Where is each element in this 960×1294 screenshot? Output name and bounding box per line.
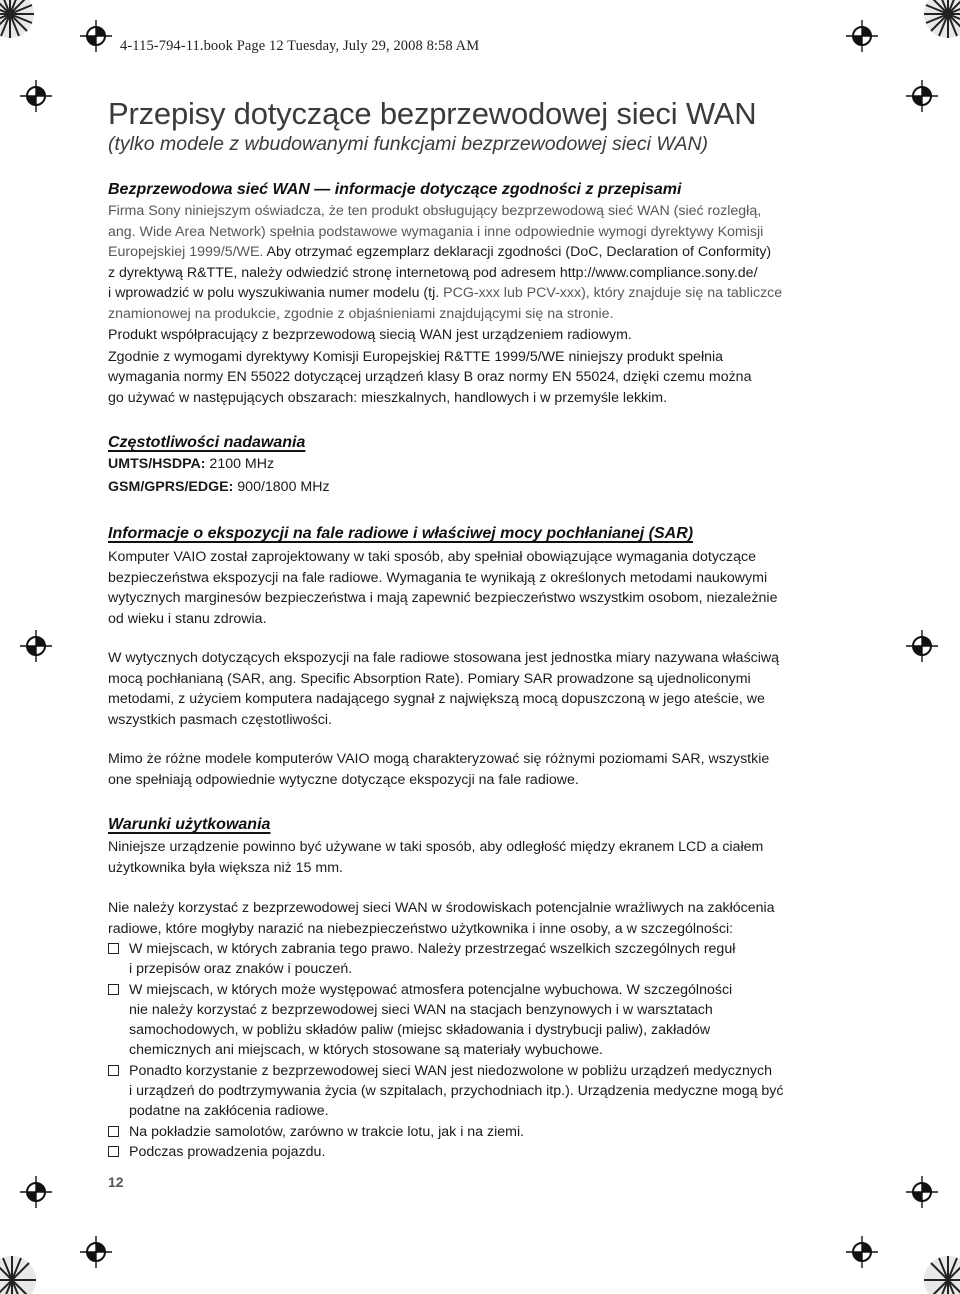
text-line: wymagania normy EN 55022 dotyczącej urządzeń klasy B oraz normy EN 55024, dzięki czemu można (108, 369, 752, 385)
text-span: Aby otrzymać egzemplarz deklaracji zgodności (DoC, Declaration of Conformity) (263, 244, 772, 260)
frequency-label: GSM/GPRS/EDGE: (108, 479, 234, 495)
checkbox-square-icon (108, 943, 119, 954)
text-line: z dyrektywą R&TTE, należy odwiedzić stronę internetową pod adresem http://www.compliance.sony.de/ (108, 264, 758, 281)
usage-heading: Warunki użytkowania (108, 816, 271, 833)
text-line: Ponadto korzystanie z bezprzewodowej sieci WAN jest niedozwolone w pobliżu urządzeń medycznych (129, 1062, 772, 1079)
frequencies-heading: Częstotliwości nadawania (108, 434, 306, 451)
text-line: i urządzeń do podtrzymywania życia (w szpitalach, przychodniach itp.). Urządzenia medyczne mogą być (129, 1083, 784, 1100)
text-line: Komputer VAIO został zaprojektowany w taki sposób, aby spełniał obowiązujące wymagania dotyczące (108, 549, 756, 565)
usage-paragraph (108, 837, 848, 878)
text-line: Mimo że różne modele komputerów VAIO mogą charakteryzować się różnymi poziomami SAR, wszystkie (108, 751, 770, 767)
text-line: wszystkich pasmach częstotliwości. (108, 711, 332, 728)
list-item (108, 939, 848, 980)
text-line: ang. Wide Area Network) spełnia podstawowe wymagania i inne odpowiednie wymogi dyrektywy Komisji (108, 223, 764, 240)
sar-paragraph (108, 749, 848, 790)
frequency-value: 900/1800 MHz (233, 479, 330, 495)
corner-star-mark-bottom-left (0, 1254, 38, 1294)
crosshair-icon (20, 1176, 52, 1208)
text-line: wytycznych marginesów bezpieczeństwa i mają zapewnić bezpieczeństwo wszystkim osobom, niezależnie (108, 590, 778, 606)
text-line: samochodowych, w pobliżu składów paliw (miejsc składowania i dystrybucji paliw), zakładów (129, 1022, 711, 1039)
frequency-row (108, 453, 848, 476)
text-line: Nie należy korzystać z bezprzewodowej sieci WAN w środowiskach potencjalnie wrażliwych na zakłócenia (108, 900, 775, 916)
text-line: Na pokładzie samolotów, zarówno w trakcie lotu, jak i na ziemi. (129, 1123, 525, 1140)
text-line: i przepisów oraz znaków i pouczeń. (129, 961, 353, 978)
text-line: W miejscach, w których może występować atmosfera potencjalne wybuchowa. W szczególności (129, 981, 733, 998)
text-line: Firma Sony niniejszym oświadcza, że ten produkt obsługujący bezprzewodową sieć WAN (sieć rozległą, (108, 203, 762, 219)
compliance-paragraph: Produkt współpracujący z bezprzewodową siecią WAN jest urządzeniem radiowym. (108, 327, 632, 343)
list-item (108, 1142, 848, 1162)
text-line: one spełniają odpowiednie wytyczne dotyczące ekspozycji na fale radiowe. (108, 771, 579, 788)
text-line: W miejscach, w których zabrania tego prawo. Należy przestrzegać wszelkich szczególnych reguł (129, 941, 736, 957)
frequency-value: 2100 MHz (205, 456, 275, 472)
text-line: od wieku i stanu zdrowia. (108, 610, 267, 627)
text-line: mocą pochłanianą (SAR, ang. Specific Absorption Rate). Pomiary SAR prowadzone są ujednoliconymi (108, 670, 751, 687)
compliance-paragraph (108, 347, 848, 409)
book-header: 4-115-794-11.book Page 12 Tuesday, July 29, 2008 8:58 AM (120, 38, 480, 54)
list-item (108, 1061, 848, 1122)
list-item (108, 1122, 848, 1142)
page-subtitle: (tylko modele z wbudowanymi funkcjami bezprzewodowej sieci WAN) (108, 133, 709, 155)
crosshair-icon (846, 1236, 878, 1268)
sar-paragraph (108, 648, 848, 730)
crosshair-icon (20, 80, 52, 112)
text-line (108, 242, 848, 263)
compliance-section (108, 180, 848, 408)
text-span: Europejskiej 1999/5/WE. (108, 244, 264, 260)
text-line: Podczas prowadzenia pojazdu. (129, 1143, 326, 1160)
frequency-row (108, 476, 848, 499)
page-title: Przepisy dotyczące bezprzewodowej sieci WAN (108, 96, 757, 131)
text-line: Niniejsze urządzenie powinno być używane w taki sposób, aby odległość między ekranem LCD a ciałem (108, 839, 764, 855)
crosshair-icon (846, 20, 878, 52)
crosshair-icon (906, 630, 938, 662)
frequency-label: UMTS/HSDPA: (108, 456, 206, 472)
text-line: nie należy korzystać z bezprzewodowej sieci WAN na stacjach benzynowych i w warsztatach (129, 1001, 713, 1018)
corner-star-mark-top-right (922, 0, 960, 45)
text-span: i wprowadzić w polu wyszukiwania numer modelu (tj. (108, 285, 440, 301)
crosshair-icon (906, 80, 938, 112)
list-item (108, 980, 848, 1061)
sar-heading: Informacje o ekspozycji na fale radiowe i właściwej mocy pochłanianej (SAR) (108, 525, 694, 542)
compliance-paragraph (108, 201, 848, 324)
text-span: PCG-xxx lub PCV-xxx), który znajduje się na tabliczce (439, 285, 783, 301)
text-line: radiowe, które mogłyby narazić na niebezpieczeństwo użytkownika i inne osoby, a w szczególności: (108, 920, 734, 937)
text-line: chemicznych ani miejscach, w których stosowane są materiały wybuchowe. (129, 1042, 603, 1059)
usage-section (108, 815, 848, 1162)
text-line: Zgodnie z wymogami dyrektywy Komisji Europejskiej R&TTE 1999/5/WE niniejszy produkt spełnia (108, 348, 724, 365)
text-line: bezpieczeństwa ekspozycji na fale radiowe. Wymagania te wynikają z określonych metodami naukowymi (108, 569, 768, 586)
checkbox-square-icon (108, 1146, 119, 1157)
text-line: go używać w następujących obszarach: mieszkalnych, handlowych i w przemyśle lekkim. (108, 389, 668, 406)
corner-star-mark-top-left (0, 0, 36, 45)
page-content (108, 96, 848, 1162)
usage-paragraph (108, 898, 848, 939)
sar-paragraph (108, 547, 848, 629)
crosshair-icon (20, 630, 52, 662)
crosshair-icon (80, 20, 112, 52)
crosshair-icon (80, 1236, 112, 1268)
text-line: podatne na zakłócenia radiowe. (129, 1103, 329, 1120)
page-number: 12 (108, 1174, 124, 1190)
corner-star-mark-bottom-right (922, 1254, 960, 1294)
text-line: znamionowej na produkcie, zgodnie z objaśnieniami znajdującymi się na stronie. (108, 305, 614, 322)
text-line: W wytycznych dotyczących ekspozycji na fale radiowe stosowana jest jednostka miary nazywana właściwą (108, 650, 780, 666)
usage-bullet-list (108, 939, 848, 1162)
checkbox-square-icon (108, 984, 119, 995)
checkbox-square-icon (108, 1126, 119, 1137)
text-line: użytkownika była większa niż 15 mm. (108, 859, 343, 876)
checkbox-square-icon (108, 1065, 119, 1076)
sar-section (108, 524, 848, 790)
text-line: metodami, z użyciem komputera nadającego sygnał z największą mocą dopuszczoną w jego ateście, we (108, 691, 765, 707)
text-line (108, 283, 848, 304)
crosshair-icon (906, 1176, 938, 1208)
frequencies-section (108, 433, 848, 499)
compliance-heading: Bezprzewodowa sieć WAN — informacje dotyczące zgodności z przepisami (108, 181, 682, 198)
